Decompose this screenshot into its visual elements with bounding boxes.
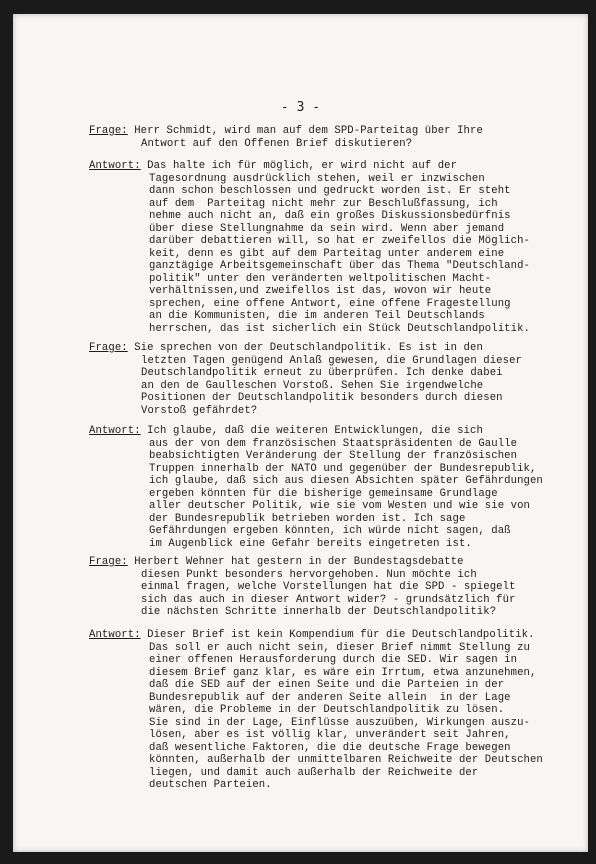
speaker-label: Frage: [89,342,128,354]
speaker-label: Antwort: [89,425,141,437]
speaker-label: Frage: [89,125,128,137]
text-line: sich das auch in dieser Antwort wider? - grundsätzlich für [141,593,516,606]
text-line: Positionen der Deutschlandpolitik besonders durch diesen [141,392,503,404]
text-line [89,342,569,355]
text-line: wären, die Probleme in der Deutschlandpolitik zu lösen. [149,704,505,716]
text-line: beabsichtigten Veränderung der Stellung der französischen [149,450,518,462]
text-line: ergeben könnten für die bisherige gemeinsame Grundlage [149,487,498,500]
text-line: ganztägige Arbeitsgemeinschaft über das Thema "Deutschland- [149,260,530,272]
text-line [89,629,569,642]
text-line: Bundesrepublik auf der anderen Seite allein in der Lage [149,691,511,704]
speaker-label: Antwort: [89,160,141,172]
text-line: ich glaube, daß sich aus diesen Absichten später Gefährdungen [149,475,543,487]
document-page [13,14,588,852]
text-line: Deutschlandpolitik erneut zu überprüfen. Ich denke dabei [141,367,503,379]
text-line: deutschen Parteien. [149,779,272,791]
text-line: nehme auch nicht an, daß ein großes Diskussionsbedürfnis [149,210,511,222]
question-block [89,556,569,619]
text-line: verhältnissen,und zweifellos ist das, wovon wir heute [149,285,492,297]
text-line: einer offenen Herausforderung durch die SED. Wir sagen in [149,654,518,666]
question-block [89,342,569,417]
first-line-text: Herr Schmidt, wird man auf dem SPD-Parteitag über Ihre [127,125,483,137]
text-line: einmal fragen, welche Vorstellungen hat die SPD - spiegelt [141,581,516,593]
text-line [89,556,569,569]
text-line: die nächsten Schritte innerhalb der Deutschlandpolitik? [141,606,497,618]
first-line-text: Ich glaube, daß die weiteren Entwicklungen, die sich [140,425,483,437]
question-block [89,125,569,150]
text-line: an die Kommunisten, die im anderen Teil Deutschlands [149,310,485,322]
text-line: Sie sind in der Lage, Einflüsse auszuüben, Wirkungen auszu- [149,716,530,729]
text-line: auf dem Parteitag nicht mehr zur Beschlußfassung, ich [149,197,498,210]
text-line: Antwort auf den Offenen Brief diskutieren? [141,137,413,150]
text-line [89,425,569,438]
speaker-label: Antwort: [89,629,141,641]
text-line: Gefährdungen ergeben könnten, ich würde nicht sagen, daß [149,525,511,537]
text-line: Das soll er auch nicht sein, dieser Brief nimmt Stellung zu [149,641,530,654]
text-line: keit, denn es gibt auf dem Parteitag unter anderem eine [149,247,505,260]
text-line: aller deutscher Politik, wie sie vom Westen und wie sie von [149,500,530,512]
first-line-text: Dieser Brief ist kein Kompendium für die Deutschlandpolitik. [140,629,535,641]
text-line: über diese Stellungnahme da sein wird. Wenn aber jemand [149,222,505,235]
text-line: politik" unter den veränderten weltpolitischen Macht- [149,272,492,285]
text-line: Truppen innerhalb der NATO und gegenüber der Bundesrepublik, [149,462,537,475]
text-line: letzten Tagen genügend Anlaß gewesen, die Grundlagen dieser [141,354,522,367]
first-line-text: Sie sprechen von der Deutschlandpolitik. Es ist in den [127,342,483,354]
page-number: - 3 - [280,100,321,115]
text-line: könnten, außerhalb der unmittelbaren Reichweite der Deutschen [149,754,543,766]
text-line: an den de Gaulleschen Vorstoß. Sehen Sie irgendwelche [141,379,484,392]
text-line: sprechen, eine offene Antwort, eine offene Fragestellung [149,297,511,310]
text-line [89,160,569,173]
text-line: daß die SED auf der einen Seite und die Parteien in der [149,679,505,691]
speaker-label: Frage: [89,556,128,568]
text-line: liegen, und damit auch außerhalb der Reichweite der [149,766,479,779]
text-line: dann schon beschlossen und gedruckt worden ist. Er steht [149,185,511,197]
text-line: darüber debattieren will, so hat er zweifellos die Möglich- [149,235,530,247]
text-line: im Augenblick eine Gefahr bereits eingetreten ist. [149,537,472,550]
answer-block [89,629,569,792]
text-line: aus der von dem französischen Staatspräsidenten de Gaulle [149,437,518,450]
answer-block [89,425,569,550]
text-line: Vorstoß gefährdet? [141,404,258,417]
first-line-text: Herbert Wehner hat gestern in der Bundestagsdebatte [127,556,464,568]
text-line: herrschen, das ist sicherlich ein Stück Deutschlandpolitik. [149,322,530,335]
text-line [89,125,569,138]
text-line: der Bundesrepublik betrieben worden ist. Ich sage [149,512,466,525]
first-line-text: Das halte ich für möglich, er wird nicht auf der [140,160,458,172]
text-line: daß wesentliche Faktoren, die die deutsche Frage bewegen [149,741,511,754]
text-line: Tagesordnung ausdrücklich stehen, weil er inzwischen [149,172,485,185]
answer-block [89,160,569,335]
text-line: lösen, aber es ist völlig klar, unverändert seit Jahren, [149,729,511,741]
text-line: diesen Punkt besonders hervorgehoben. Nun möchte ich [141,568,477,581]
text-line: diesem Brief ganz klar, es wäre ein Irrtum, etwa anzunehmen, [149,666,537,679]
